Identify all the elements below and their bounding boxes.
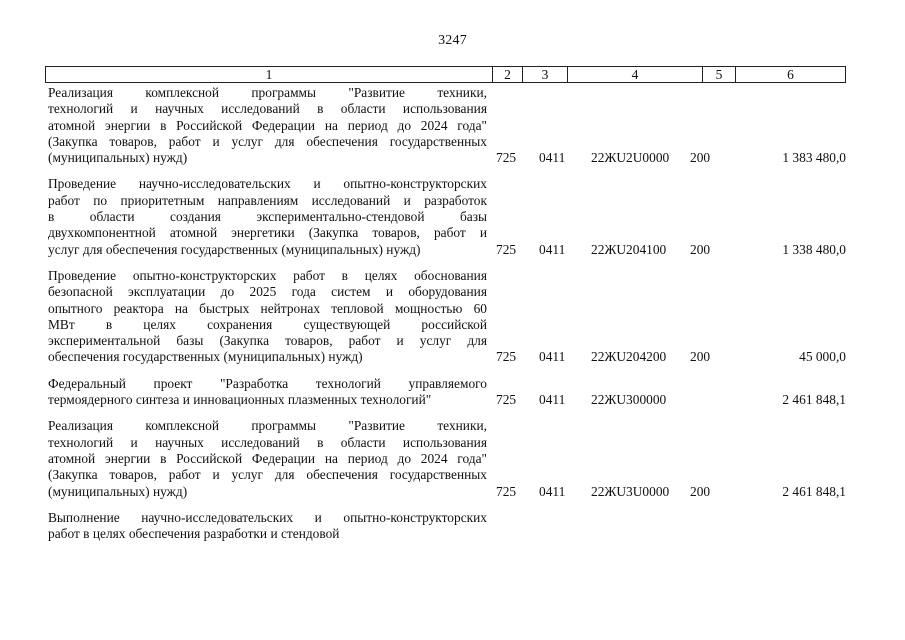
cell-c6: 1 338 480,0: [782, 241, 846, 257]
row-description: [48, 176, 487, 257]
cell-c5: 200: [690, 241, 711, 257]
cell-c6: 2 461 848,1: [782, 392, 846, 408]
header-col-5: 5: [703, 67, 736, 82]
description-line: Реализация комплексной программы "Развитие техники,: [48, 85, 487, 100]
cell-c2: 725: [496, 241, 517, 257]
cell-c5: 200: [690, 483, 711, 499]
header-col-6: 6: [787, 67, 794, 82]
description-line: Проведение опытно-конструкторских работ в целях обоснования: [48, 267, 487, 283]
description-line: работ по приоритетным направлениям исследований и разработок: [48, 192, 487, 208]
cell-c6: 1 383 480,0: [782, 150, 846, 166]
cell-c4: 22ЖU3U0000: [591, 483, 670, 499]
description-line: безопасной эксплуатации до 2025 года систем и оборудования: [48, 284, 487, 300]
cell-c4: 22ЖU204100: [591, 241, 667, 257]
header-col-2: 2: [493, 67, 523, 82]
row-description: [48, 85, 487, 166]
cell-c3: 0411: [539, 483, 566, 499]
description-line: Проведение научно-исследовательских и опытно-конструкторских: [48, 176, 487, 192]
table-row: [48, 85, 848, 166]
table-row: [48, 510, 848, 543]
description-line: в области создания экспериментально-стендовой базы: [48, 209, 487, 225]
cell-c2: 725: [496, 349, 517, 365]
cell-c2: 725: [496, 483, 517, 499]
description-line: термоядерного синтеза и инновационных плазменных технологий": [48, 392, 432, 408]
description-line: (муниципальных) нужд): [48, 150, 188, 166]
cell-c4: 22ЖU2U0000: [591, 150, 670, 166]
description-line: (Закупка товаров, работ и услуг для обеспечения государственных: [48, 133, 487, 149]
description-line: экспериментальной базы (Закупка товаров, работ и услуг для: [48, 333, 487, 349]
cell-c4: 22ЖU204200: [591, 349, 667, 365]
description-line: МВт в целях сохранения существующей российской: [48, 316, 487, 332]
description-line: работ в целях обеспечения разработки и стендовой: [48, 526, 340, 542]
table-header: [45, 66, 846, 83]
cell-c3: 0411: [539, 241, 566, 257]
description-line: услуг для обеспечения государственных (муниципальных) нужд): [48, 241, 421, 257]
table-row: [48, 176, 848, 257]
header-col-1: 1: [46, 67, 493, 82]
page-number: 3247: [438, 33, 467, 48]
cell-c2: 725: [496, 150, 517, 166]
cell-c6: 45 000,0: [799, 349, 846, 365]
description-line: Федеральный проект "Разработка технологий управляемого: [48, 375, 487, 391]
cell-c5: 200: [690, 349, 711, 365]
description-line: опытного реактора на быстрых нейтронах тепловой мощностью 60: [48, 300, 487, 316]
cell-c3: 0411: [539, 349, 566, 365]
cell-c3: 0411: [539, 392, 566, 408]
description-line: обеспечения государственных (муниципальных) нужд): [48, 349, 363, 365]
row-description: [48, 268, 487, 366]
description-line: технологий и научных исследований в области использования: [48, 101, 487, 117]
description-line: атомной энергии в Российской Федерации на период до 2024 года": [48, 117, 487, 133]
row-description: [48, 418, 487, 499]
table-row: [48, 376, 848, 409]
row-description: [48, 510, 487, 543]
cell-c3: 0411: [539, 150, 566, 166]
header-col-3: 3: [523, 67, 568, 82]
description-line: двухкомпонентной атомной энергетики (Закупка товаров, работ и: [48, 225, 487, 241]
description-line: Реализация комплексной программы "Развитие техники,: [48, 418, 487, 434]
cell-c4: 22ЖU300000: [591, 392, 667, 408]
table-body: [48, 85, 848, 552]
description-line: (муниципальных) нужд): [48, 483, 188, 499]
description-line: технологий и научных исследований в области использования: [48, 434, 487, 450]
cell-c2: 725: [496, 392, 517, 408]
description-line: (Закупка товаров, работ и услуг для обеспечения государственных: [48, 467, 487, 483]
description-line: Выполнение научно-исследовательских и опытно-конструкторских: [48, 509, 487, 525]
cell-c6: 2 461 848,1: [782, 483, 846, 499]
row-description: [48, 376, 487, 409]
table-row: [48, 268, 848, 366]
cell-c5: 200: [690, 150, 711, 166]
description-line: атомной энергии в Российской Федерации на период до 2024 года": [48, 450, 487, 466]
header-col-4: 4: [568, 67, 703, 82]
table-row: [48, 418, 848, 499]
